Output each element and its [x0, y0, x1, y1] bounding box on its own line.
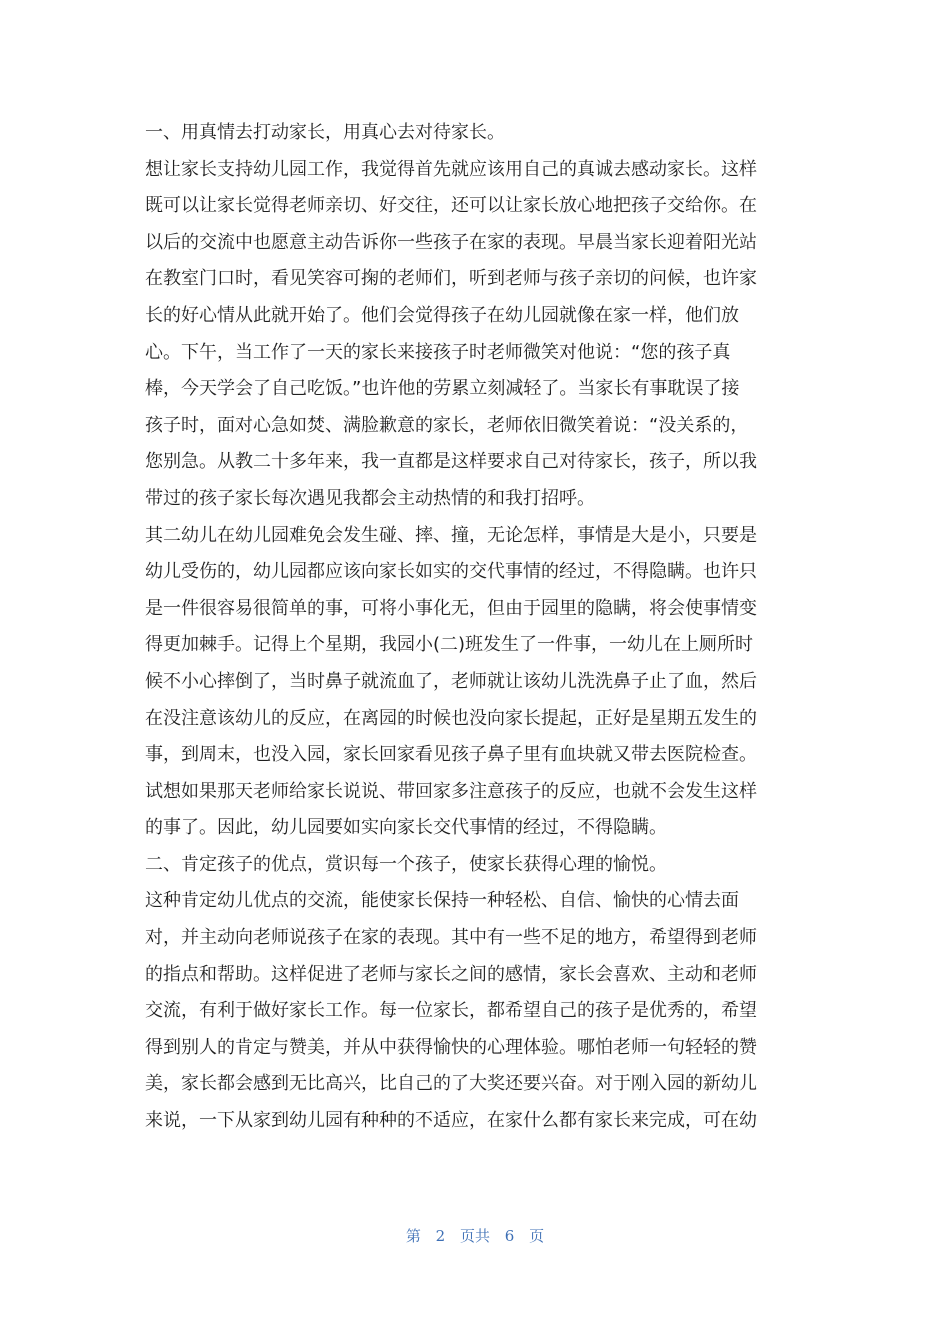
text-line: 得更加棘手。记得上个星期，我园小(二)班发生了一件事，一幼儿在上厕所时: [145, 634, 754, 656]
text-line: 的指点和帮助。这样促进了老师与家长之间的感情，家长会喜欢、主动和老师: [145, 963, 757, 985]
text-line: 交流，有利于做好家长工作。每一位家长，都希望自己的孩子是优秀的，希望: [145, 1000, 757, 1022]
text-line: 在没注意该幼儿的反应，在离园的时候也没向家长提起，正好是星期五发生的: [145, 707, 757, 729]
text-line: 在教室门口时，看见笑容可掬的老师们，听到老师与孩子亲切的问候，也许家: [145, 268, 757, 290]
text-line: 是一件很容易很简单的事，可将小事化无，但由于园里的隐瞒，将会使事情变: [145, 597, 757, 619]
text-line: 候不小心摔倒了，当时鼻子就流血了，老师就让该幼儿洗洗鼻子止了血，然后: [145, 670, 757, 692]
text-line: 既可以让家长觉得老师亲切、好交往，还可以让家长放心地把孩子交给你。在: [145, 195, 757, 217]
heading-line: 二、肯定孩子的优点，赏识每一个孩子，使家长获得心理的愉悦。: [145, 853, 667, 875]
text-line: 来说，一下从家到幼儿园有种种的不适应，在家什么都有家长来完成，可在幼: [145, 1110, 757, 1132]
text-line: 这种肯定幼儿优点的交流，能使家长保持一种轻松、自信、愉快的心情去面: [145, 890, 739, 912]
heading-line: 一、用真情去打动家长，用真心去对待家长。: [145, 122, 505, 143]
text-line: 带过的孩子家长每次遇见我都会主动热情的和我打招呼。: [145, 487, 595, 509]
text-line: 美，家长都会感到无比高兴，比自己的了大奖还要兴奋。对于刚入园的新幼儿: [145, 1073, 757, 1095]
text-line: 您别急。从教二十多年来，我一直都是这样要求自己对待家长，孩子，所以我: [145, 451, 757, 473]
text-line: 得到别人的肯定与赞美，并从中获得愉快的心理体验。哪怕老师一句轻轻的赞: [145, 1036, 757, 1058]
document-body: [145, 115, 797, 1140]
text-line: 棒，今天学会了自己吃饭。”也许他的劳累立刻减轻了。当家长有事耽误了接: [145, 378, 740, 400]
text-line: 长的好心情从此就开始了。他们会觉得孩子在幼儿园就像在家一样，他们放: [145, 304, 739, 326]
text-line: 幼儿受伤的，幼儿园都应该向家长如实的交代事情的经过，不得隐瞒。也许只: [145, 561, 757, 583]
text-line: 其二幼儿在幼儿园难免会发生碰、摔、撞，无论怎样，事情是大是小，只要是: [145, 524, 757, 546]
text-line: 事，到周末，也没入园，家长回家看见孩子鼻子里有血块就又带去医院检查。: [145, 744, 757, 766]
text-line: 试想如果那天老师给家长说说、带回家多注意孩子的反应，也就不会发生这样: [145, 780, 757, 802]
text-line: 孩子时，面对心急如焚、满脸歉意的家长，老师依旧微笑着说：“没关系的，: [145, 414, 749, 436]
text-line: 以后的交流中也愿意主动告诉你一些孩子在家的表现。早晨当家长迎着阳光站: [145, 231, 757, 253]
text-line: 心。下午，当工作了一天的家长来接孩子时老师微笑对他说：“您的孩子真: [145, 341, 731, 363]
page-footer: 第 2 页共 6 页: [405, 1227, 545, 1245]
text-line: 想让家长支持幼儿园工作，我觉得首先就应该用自己的真诚去感动家长。这样: [145, 158, 757, 180]
text-line: 对，并主动向老师说孩子在家的表现。其中有一些不足的地方，希望得到老师: [145, 927, 757, 949]
text-line: 的事了。因此，幼儿园要如实向家长交代事情的经过，不得隐瞒。: [145, 817, 667, 839]
